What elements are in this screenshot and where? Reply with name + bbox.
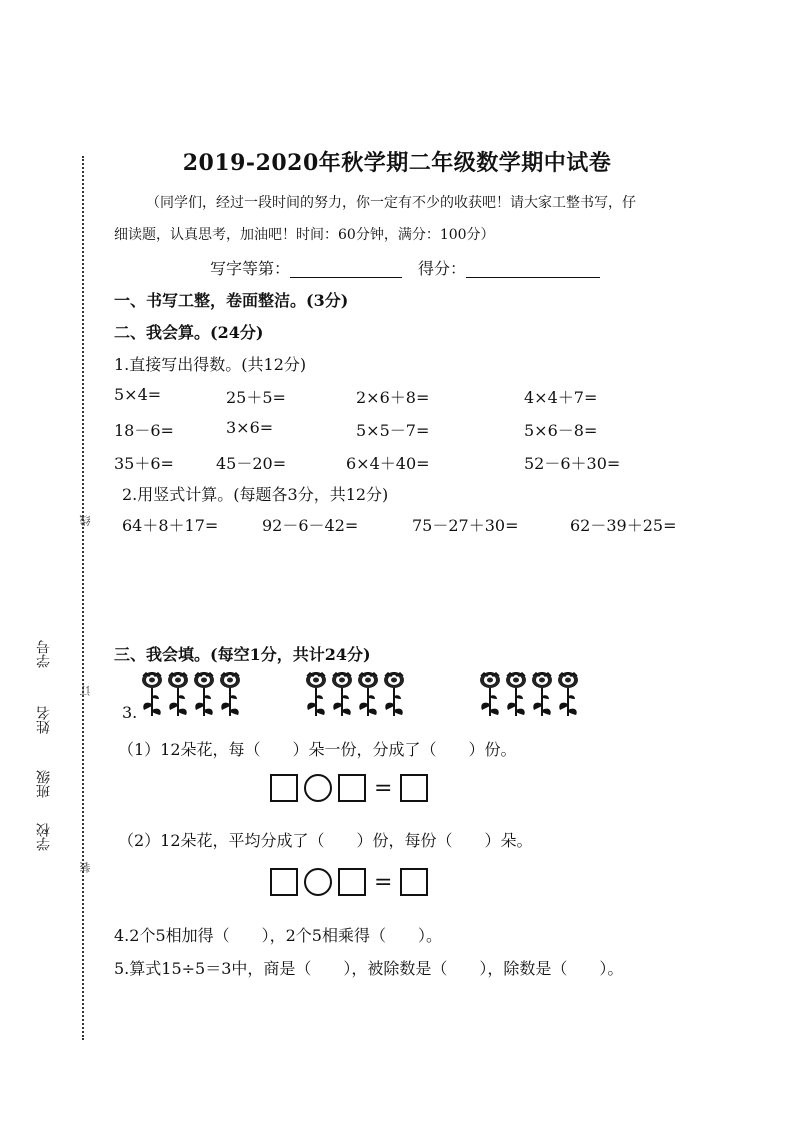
q3-sub1: （1）12朵花，每（ ）朵一份，分成了（ ）份。	[118, 740, 517, 759]
q1-item: 4×4＋7=	[524, 388, 598, 407]
grade-field	[210, 256, 402, 279]
score-label: 得分：	[418, 259, 467, 278]
answer-box[interactable]	[338, 868, 366, 896]
answer-box[interactable]	[270, 868, 298, 896]
answer-box[interactable]	[400, 774, 428, 802]
flower-group-3-icon	[478, 672, 582, 718]
flower-group-1-icon	[140, 672, 244, 718]
intro-line-1: （同学们，经过一段时间的努力，你一定有不少的收获吧！请大家工整书写，仔	[146, 195, 636, 211]
flower-group-2-icon	[304, 672, 408, 718]
q2-item: 75－27＋30=	[412, 516, 519, 535]
q1-item: 35＋6=	[114, 454, 174, 473]
q2-title: 2.用竖式计算。(每题各3分，共12分)	[122, 485, 389, 504]
binding-mark-zhuang: 装	[79, 862, 92, 873]
q1-item: 45－20=	[216, 454, 287, 473]
binding-dotted-line	[82, 156, 84, 1040]
q3-equation-1	[270, 774, 428, 802]
section-3-heading: 三、我会填。(每空1分，共计24分)	[114, 645, 371, 664]
equals-sign: =	[374, 869, 393, 895]
page-title: 2019-2020年秋学期二年级数学期中试卷	[182, 150, 612, 176]
binding-mark-xian: 线	[79, 515, 92, 526]
q1-item: 5×4=	[114, 385, 162, 404]
q2-item: 64＋8＋17=	[122, 516, 219, 535]
q2-item: 92－6－42=	[262, 516, 359, 535]
side-label-school: 学校	[36, 823, 52, 851]
q1-item: 5×6－8=	[524, 421, 598, 440]
side-label-class: 班级	[36, 770, 52, 798]
q3-sub2: （2）12朵花，平均分成了（ ）份，每份（ ）朵。	[118, 831, 533, 850]
q1-item: 5×5－7=	[356, 421, 430, 440]
q3-label: 3.	[122, 703, 138, 722]
score-blank[interactable]	[466, 261, 600, 278]
section-1-heading: 一、书写工整，卷面整洁。(3分)	[114, 291, 349, 310]
score-field	[418, 256, 600, 279]
grade-blank[interactable]	[290, 261, 402, 278]
operator-circle[interactable]	[304, 774, 332, 802]
equals-sign: =	[374, 775, 393, 801]
side-label-name: 姓名	[36, 706, 52, 734]
binding-mark-ding: 订	[79, 685, 92, 696]
grade-label: 写字等第：	[210, 259, 291, 278]
q5-text: 5.算式15÷5＝3中，商是（ ），被除数是（ ），除数是（ ）。	[114, 959, 624, 978]
answer-box[interactable]	[338, 774, 366, 802]
q2-item: 62－39＋25=	[570, 516, 677, 535]
operator-circle[interactable]	[304, 868, 332, 896]
q3-equation-2	[270, 868, 428, 896]
q1-item: 25＋5=	[226, 388, 286, 407]
q1-title: 1.直接写出得数。(共12分)	[114, 355, 307, 374]
side-label-student-number: 学号	[36, 640, 52, 668]
intro-line-2: 细读题，认真思考，加油吧！时间：60分钟，满分：100分）	[114, 227, 495, 243]
section-2-heading: 二、我会算。(24分)	[114, 323, 264, 342]
q1-item: 3×6=	[226, 418, 274, 437]
q1-item: 18－6=	[114, 421, 174, 440]
q4-text: 4.2个5相加得（ ），2个5相乘得（ ）。	[114, 926, 442, 945]
answer-box[interactable]	[400, 868, 428, 896]
q1-item: 6×4＋40=	[346, 454, 430, 473]
answer-box[interactable]	[270, 774, 298, 802]
q1-item: 52－6＋30=	[524, 454, 621, 473]
q1-item: 2×6＋8=	[356, 388, 430, 407]
